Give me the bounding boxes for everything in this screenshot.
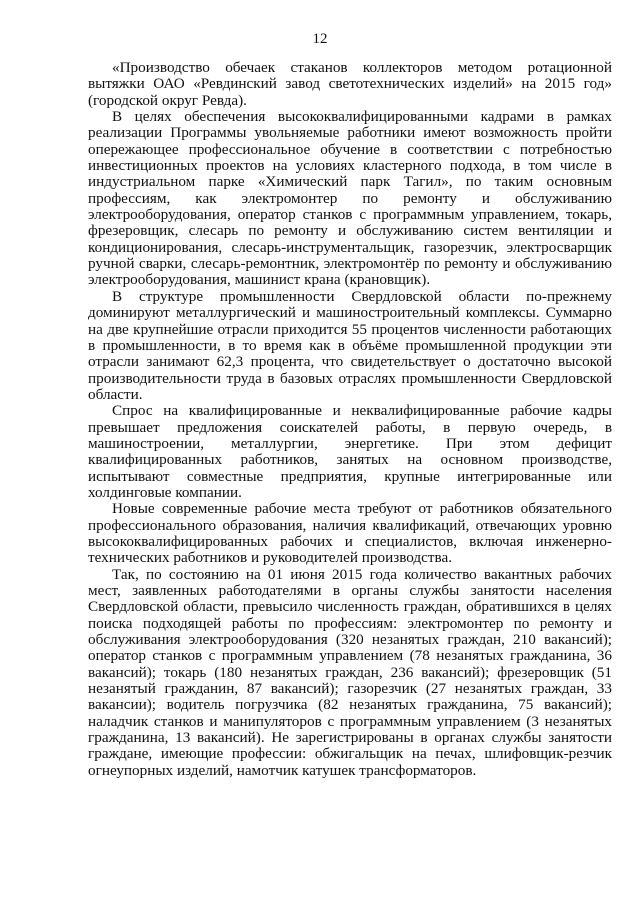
document-body xyxy=(88,60,612,779)
paragraph: «Производство обечаек стаканов коллекторов методом ротационной вытяжки ОАО «Ревдинский завод светотехнических изделий» на 2015 год» (городской округ Ревда). xyxy=(88,59,612,109)
paragraph: Новые современные рабочие места требуют от работников обязательного профессионального образования, наличия квалификаций, отвечающих уровню высококвалифицированных рабочих и специалистов, включая инженерно-технических работников и руководителей производства. xyxy=(88,500,612,567)
paragraph: Так, по состоянию на 01 июня 2015 года количество вакантных рабочих мест, заявленных работодателями в органы службы занятости населения Свердловской области, превысило численность граждан, обратившихся в целях поиска подходящей работы по профессиям: электромонтер по ремонту и обслуживания электрооборудования (320 незанятых граждан, 210 вакансий); оператор станков с программным управлением (78 незанятых гражданина, 36 вакансий); токарь (180 незанятых граждан, 236 вакансий); фрезеровщик (51 незанятый гражданин, 87 вакансий); газорезчик (27 незанятых граждан, 33 вакансии); водитель погрузчика (82 незанятых гражданина, 75 вакансий); наладчик станков и манипуляторов с программным управлением (3 незанятых гражданина, 13 вакансий). Не зарегистрированы в органах службы занятости граждане, имеющие профессии: обжигальщик на печах, шлифовщик-резчик огнеупорных изделий, намотчик катушек трансформаторов. xyxy=(88,565,612,779)
page-number: 12 xyxy=(312,31,328,47)
paragraph: Спрос на квалифицированные и неквалифицированные рабочие кадры превышает предложения соискателей работы, в первую очередь, в машиностроении, металлургии, энергетике. При этом дефицит квалифицированных работников, занятых на основном производстве, испытывают совместные предприятия, крупные интегрированные или холдинговые компании. xyxy=(88,402,612,501)
paragraph: В структуре промышленности Свердловской области по-прежнему доминируют металлургический и машиностроительный комплексы. Суммарно на две крупнейшие отрасли приходится 55 процентов численности работающих в промышленности, в то время как в объёме промышленной продукции эти отрасли занимают 62,3 процента, что свидетельствует о достаточно высокой производительности труда в базовых отраслях промышленности Свердловской области. xyxy=(88,287,612,403)
paragraph: В целях обеспечения высококвалифицированными кадрами в рамках реализации Программы увольняемые работники имеют возможность пройти опережающее профессиональное обучение в соответствии с потребностью инвестиционных проектов на условиях кластерного подхода, в том числе в индустриальном парке «Химический парк Тагил», по таким основным профессиям, как электромонтер по ремонту и обслуживанию электрооборудования, оператор станков с программным управлением, токарь, фрезеровщик, слесарь по ремонту и обслуживанию систем вентиляции и кондиционирования, слесарь-инструментальщик, газорезчик, электросварщик ручной сварки, слесарь-ремонтник, электромонтёр по ремонту и обслуживанию электрооборудования, машинист крана (крановщик). xyxy=(88,108,612,289)
